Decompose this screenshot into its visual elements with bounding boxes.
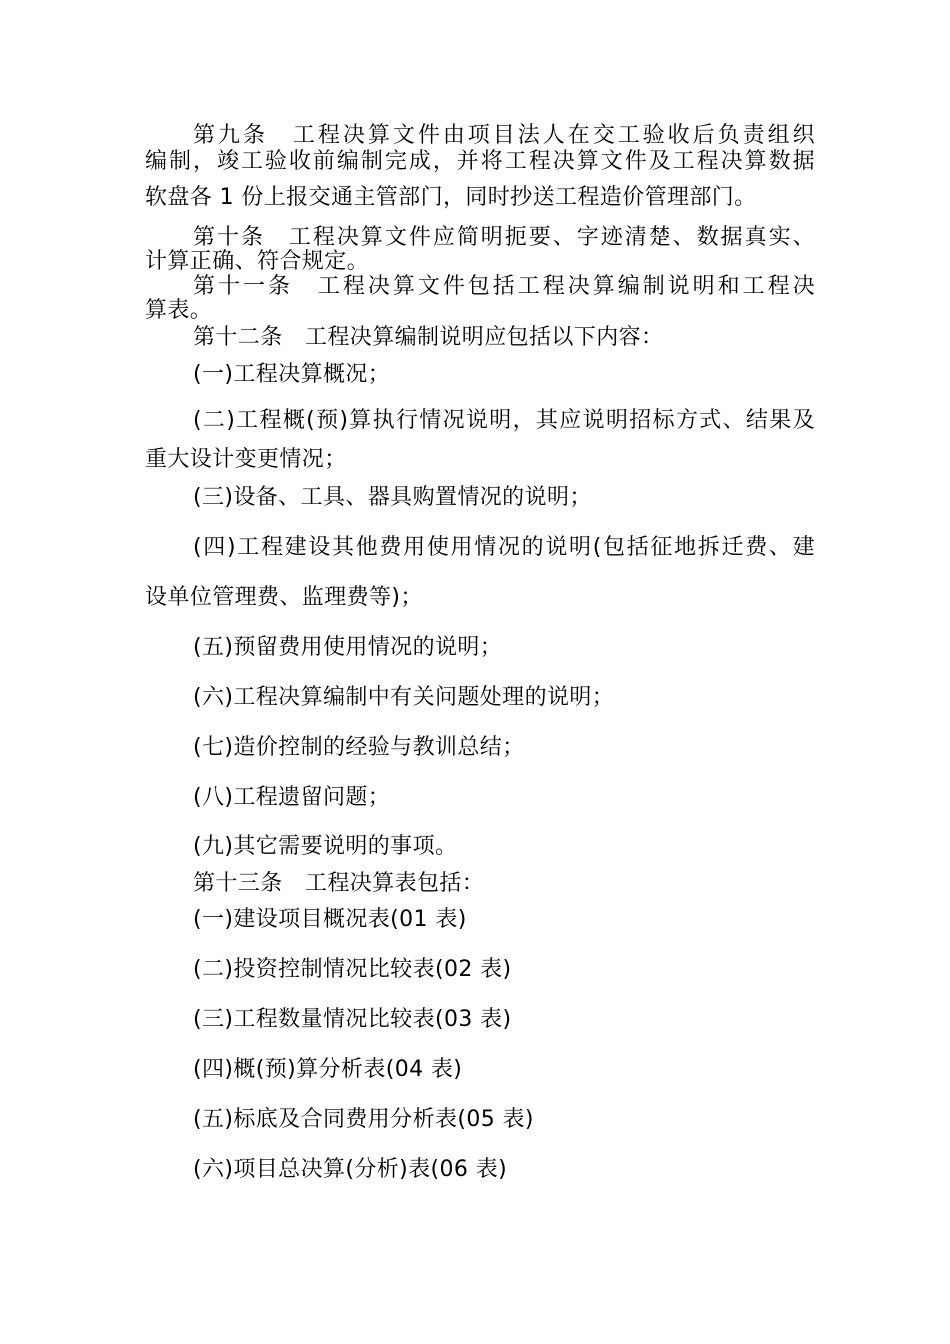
table-list-item: (三)工程数量情况比较表(03 表) [193,1007,512,1032]
article-9-line-3: 软盘各 1 份上报交通主管部门，同时抄送工程造价管理部门。 [145,185,757,210]
table-list-item: (六)项目总决算(分析)表(06 表) [193,1157,508,1182]
list-item: (七)造价控制的经验与教训总结； [193,735,525,760]
list-item: (一)工程决算概况； [193,362,391,387]
list-item-continuation: 重大设计变更情况； [145,447,347,472]
article-11-line-2: 算表。 [145,298,213,323]
list-item: (六)工程决算编制中有关问题处理的说明； [193,685,615,710]
list-item: (九)其它需要说明的事项。 [193,834,458,859]
article-12-heading: 第十二条 工程决算编制说明应包括以下内容： [193,325,664,350]
table-list-item: (一)建设项目概况表(01 表) [193,907,467,932]
list-item: (八)工程遗留问题； [193,785,391,810]
article-10-line-1: 第十条 工程决算文件应简明扼要、字迹清楚、数据真实、 [193,225,815,250]
list-item: (二)工程概(预)算执行情况说明，其应说明招标方式、结果及 [193,408,815,433]
list-item: (三)设备、工具、器具购置情况的说明； [193,485,592,510]
article-11-line-1: 第十一条 工程决算文件包括工程决算编制说明和工程决 [193,274,815,299]
article-9-line-2: 编制，竣工验收前编制完成，并将工程决算文件及工程决算数据 [145,149,815,174]
table-list-item: (二)投资控制情况比较表(02 表) [193,957,512,982]
list-item: (五)预留费用使用情况的说明； [193,635,503,660]
article-9-line-1: 第九条 工程决算文件由项目法人在交工验收后负责组织 [193,123,815,148]
table-list-item: (五)标底及合同费用分析表(05 表) [193,1107,534,1132]
article-13-heading: 第十三条 工程决算表包括： [193,871,485,896]
list-item-continuation: 设单位管理费、监理费等)； [145,585,423,610]
table-list-item: (四)概(预)算分析表(04 表) [193,1057,463,1082]
list-item: (四)工程建设其他费用使用情况的说明(包括征地拆迁费、建 [193,535,815,560]
article-10-line-2: 计算正确、符合规定。 [145,249,370,274]
